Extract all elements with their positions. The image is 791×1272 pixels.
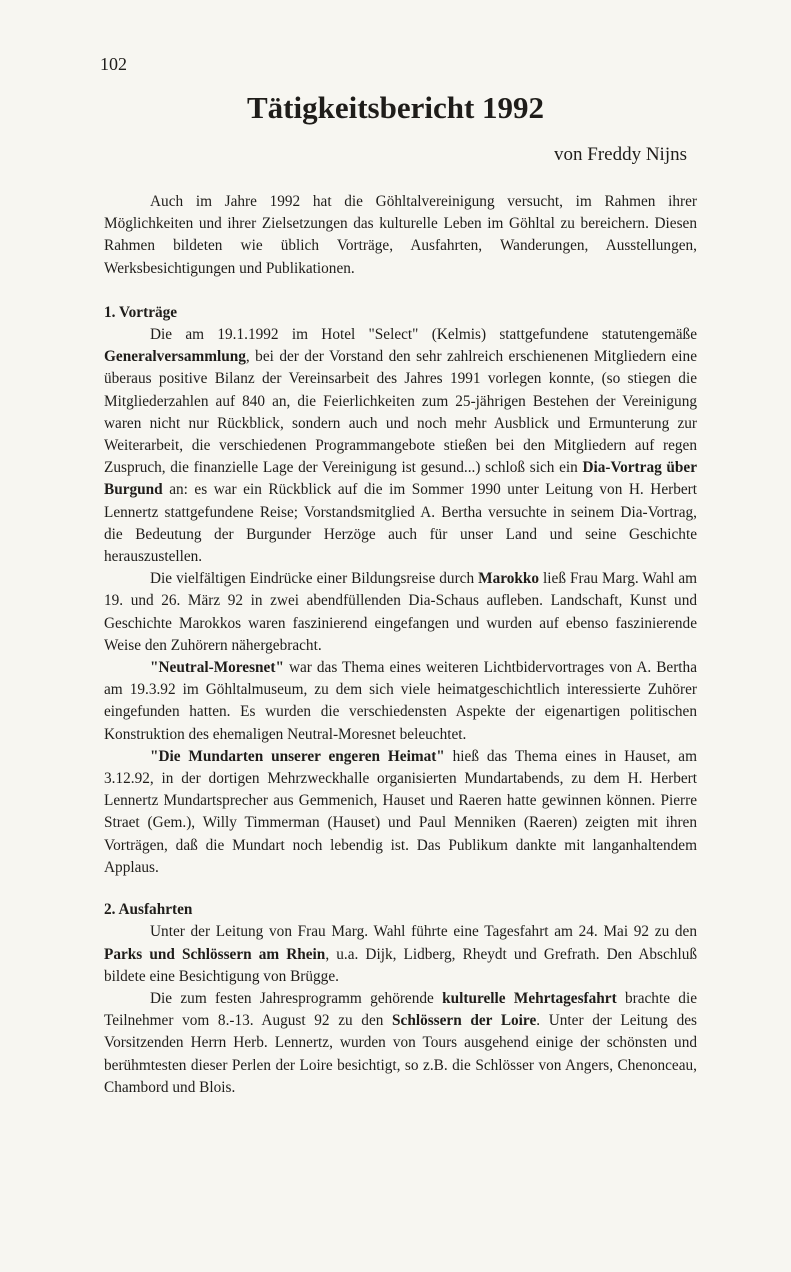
section-heading-vortraege: 1. Vorträge (104, 303, 178, 321)
page-title: Tätigkeitsbericht 1992 (246, 90, 545, 125)
text-run: an: es war ein Rückblick auf die im Sommer 1990 unter Leitung von H. Herbert Lennertz stattgefundene Reise; Vorstandsmitglied A. Bertha versuchte in seinem Dia-Vortrag, die Bedeutung der Burgunder Herzöge auch für unser Land und seine Geschichte herauszustellen. (104, 481, 697, 566)
bold-term: Marokko (478, 570, 540, 588)
paragraph-loire (104, 988, 697, 1099)
page-number: 102 (100, 54, 127, 74)
article-body (104, 191, 697, 1099)
paragraph-marokko (104, 568, 697, 657)
intro-paragraph: Auch im Jahre 1992 hat die Göhltalvereinigung versucht, im Rahmen ihrer Möglichkeiten und ihrer Zielsetzungen das kulturelle Leben im Göhltal zu bereichern. Diesen Rahmen bildeten wie üblich Vorträge, Ausfahrten, Wanderungen, Ausstellungen, Werksbesichtigungen und Publikationen. (104, 193, 697, 277)
text-run: ließ Frau Marg. Wahl am 19. und 26. März 92 in zwei abendfüllenden Dia-Schaus aufleben. Landschaft, Kunst und Geschichte Marokkos waren faszinierend eingefangen und wurden auf ebenso faszinierende Weise den Zuhörern nähergebracht. (104, 570, 698, 654)
text-run: hieß das Thema eines in Hauset, am 3.12.92, in der dortigen Mehrzweckhalle organisierten Mundartabends, zu dem H. Herbert Lennertz Mundartsprecher aus Gemmenich, Hauset und Raeren hatte gewinnen können. Pierre Straet (Gem.), Willy Timmerman (Hauset) und Paul Menniken (Raeren) zeigten mit ihren Vorträgen, daß die Mundart noch lebendig ist. Das Publikum dankte mit langanhaltendem Applaus. (104, 747, 697, 876)
bold-term: "Die Mundarten unserer engeren Heimat" (150, 747, 445, 765)
bold-term: Generalversammlung (104, 348, 246, 366)
text-run: , bei der der Vorstand den sehr zahlreich erschienenen Mitgliedern eine überaus positive Bilanz der Vereinsarbeit des Jahres 1991 vorlegen konnte, (so stiegen die Mitgliederzahlen auf 840 an, die Feierlichkeiten zum 25-jährigen Bestehen der Vereinigung waren nicht nur Rückblick, sondern auch und noch mehr Ausblick und Ermunterung zur Weiterarbeit, die verschiedenen Programmangebote stießen bei den Mitgliedern auf regen Zuspruch, die finanzielle Lage der Vereinigung ist gesund...) schloß sich ein (104, 348, 697, 477)
bold-term: Dia-Vortrag über Burgund (104, 459, 698, 499)
text-run: war das Thema eines weiteren Lichtbidervortrages von A. Bertha am 19.3.92 im Göhltalmuseum, zu dem sich viele heimatgeschichtlich interessierte Zuhörer eingefunden hatten. Es wurden die verschiedensten Aspekte der eigenartigen politischen Konstruktion des ehemaligen Neutral-Moresnet beleuchtet. (104, 659, 697, 743)
text-run: Die zum festen Jahresprogramm gehörende (150, 989, 443, 1007)
text-run: Die vielfältigen Eindrücke einer Bildungsreise durch (150, 570, 479, 588)
bold-term: "Neutral-Moresnet" (150, 659, 284, 677)
text-run: . Unter der Leitung des Vorsitzenden Herrn Herb. Lennertz, wurden von Tours ausgehend einige der schönsten und berühmtesten dieser Perlen der Loire besichtigt, so z.B. die Schlösser von Angers, Chenonceau, Chambord und Blois. (104, 1012, 697, 1096)
paragraph-mundarten (104, 746, 697, 879)
text-run: Die am 19.1.1992 im Hotel "Select" (Kelmis) stattgefundene statutengemäße (150, 326, 697, 344)
section-heading-ausfahrten: 2. Ausfahrten (104, 901, 193, 919)
bold-term: Schlössern der Loire (392, 1012, 537, 1030)
text-run: , u.a. Dijk, Lidberg, Rheydt und Grefrath. Den Abschluß bildete eine Besichtigung von Brügge. (104, 945, 697, 985)
bold-term: Parks und Schlössern am Rhein (104, 945, 326, 963)
text-run: Unter der Leitung von Frau Marg. Wahl führte eine Tagesfahrt am 24. Mai 92 zu den (150, 923, 697, 941)
paragraph-neutral-moresnet (104, 657, 697, 746)
paragraph-rhein (104, 921, 697, 988)
author-line: von Freddy Nijns (554, 144, 687, 165)
text-run: brachte die Teilnehmer vom 8.-13. August 92 zu den (104, 989, 697, 1030)
paragraph-generalversammlung (104, 324, 697, 568)
bold-term: kulturelle Mehrtagesfahrt (442, 989, 617, 1007)
